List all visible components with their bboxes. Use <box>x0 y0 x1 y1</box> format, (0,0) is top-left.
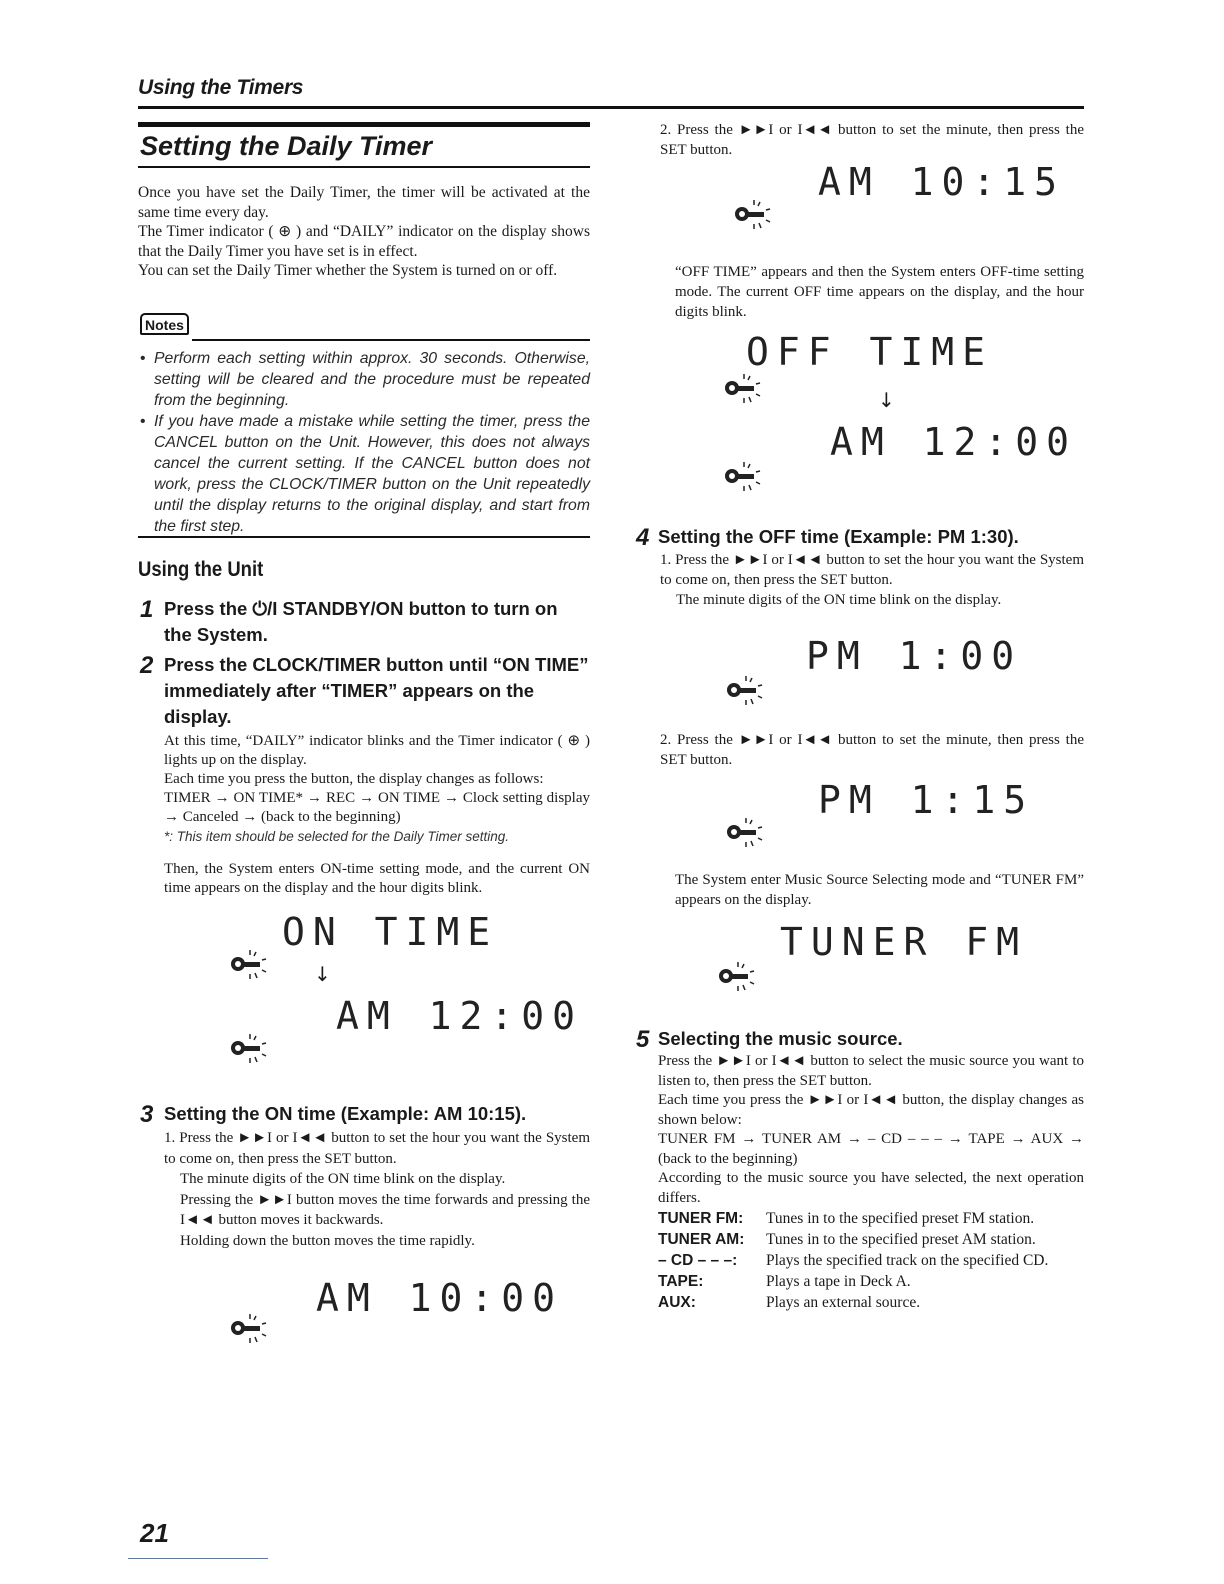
section-header: Using the Timers <box>138 76 304 99</box>
lcd-am-1200-off: AM 12:00 <box>830 420 1078 464</box>
step5-body <box>658 1052 1084 1208</box>
lcd-am-1015: AM 10:15 <box>818 160 1066 204</box>
notes-rule <box>192 339 590 341</box>
daily-timer-icon <box>226 1026 270 1070</box>
step3-body <box>164 1128 590 1251</box>
lcd-off-time: OFF TIME <box>746 330 994 374</box>
step2-heading: Press the CLOCK/TIMER button until “ON TIME” immediately after “TIMER” appears on the display. <box>164 654 589 727</box>
source-desc: Plays the specified track on the specified CD. <box>766 1252 1049 1269</box>
source-key: TAPE: <box>658 1273 704 1290</box>
step4-p2: The minute digits of the ON time blink on the display. <box>676 592 1002 608</box>
down-arrow-icon: ↓ <box>314 962 331 986</box>
table-row <box>658 1250 1084 1271</box>
step1-number: 1 <box>140 596 154 623</box>
source-key: TUNER FM: <box>658 1210 744 1227</box>
page-number: 21 <box>140 1518 169 1548</box>
notes-list <box>140 348 590 537</box>
step4-p4: The System enter Music Source Selecting mode and “TUNER FM” appears on the display. <box>675 872 1084 908</box>
source-desc: Plays an external source. <box>766 1294 921 1311</box>
step5-heading: Selecting the music source. <box>658 1028 903 1049</box>
step3-number: 3 <box>140 1101 154 1128</box>
step2-body <box>164 732 590 898</box>
lcd-am-1200: AM 12:00 <box>336 994 584 1038</box>
step2-p1: At this time, “DAILY” indicator blinks and the Timer indicator ( ⊕ ) lights up on the display. <box>164 733 590 768</box>
lcd-tuner-fm: TUNER FM <box>780 920 1028 964</box>
note-item: • If you have made a mistake while setting the timer, press the CANCEL button on the Unit. However, this does not always cancel the current setting. If the CANCEL button does not work, press the CLOCK/TIMER button on the Unit repeatedly until the display returns to the original display, and start from the first step. <box>140 411 590 537</box>
daily-timer-icon <box>722 810 766 854</box>
step5-p1: Press the ►►I or I◄◄ button to select the music source you want to listen to, then press the SET button. <box>658 1053 1084 1089</box>
intro-p2: The Timer indicator ( ⊕ ) and “DAILY” indicator on the display shows that the Daily Timer you have set is in effect. <box>138 223 590 260</box>
intro <box>138 183 590 281</box>
step2-sequence: TIMER → ON TIME* → REC → ON TIME → Clock setting display → Canceled → (back to the beginning) <box>164 790 590 825</box>
footer-line <box>128 1558 268 1559</box>
step5-sequence: TUNER FM → TUNER AM → – CD – – – → TAPE → AUX → (back to the beginning) <box>658 1131 1084 1167</box>
step4-p1: 1. Press the ►►I or I◄◄ button to set the hour you want the System to come on, then press the SET button. <box>660 552 1084 588</box>
off-time-desc: “OFF TIME” appears and then the System enters OFF-time setting mode. The current OFF time appears on the display, and the hour digits blink. <box>675 264 1084 320</box>
step4-body <box>660 550 1084 610</box>
header-rule <box>138 106 1084 109</box>
daily-timer-icon <box>226 1306 270 1350</box>
source-table <box>658 1208 1084 1313</box>
step2-number: 2 <box>140 652 154 679</box>
daily-timer-icon <box>226 942 270 986</box>
daily-timer-icon <box>720 454 764 498</box>
table-row <box>658 1229 1084 1250</box>
step3-p2: The minute digits of the ON time blink on the display. <box>180 1171 506 1187</box>
daily-timer-icon <box>714 954 758 998</box>
step2-p2: Each time you press the button, the display changes as follows: <box>164 771 544 787</box>
step2-footnote: *: This item should be selected for the Daily Timer setting. <box>164 829 510 844</box>
source-desc: Tunes in to the specified preset AM station. <box>766 1231 1036 1248</box>
lcd-am-1000: AM 10:00 <box>316 1276 564 1320</box>
right-step3-cont: 2. Press the ►►I or I◄◄ button to set the minute, then press the SET button. <box>660 122 1084 158</box>
title-box <box>138 122 590 168</box>
daily-timer-icon <box>730 192 774 236</box>
step5-p2: Each time you press the ►►I or I◄◄ button, the display changes as shown below: <box>658 1092 1084 1128</box>
step5-p3: According to the music source you have selected, the next operation differs. <box>658 1170 1084 1206</box>
intro-p3: You can set the Daily Timer whether the System is turned on or off. <box>138 262 558 279</box>
step1-heading: Press the ⏻/I STANDBY/ON button to turn on the System. <box>164 598 558 645</box>
source-desc: Plays a tape in Deck A. <box>766 1273 911 1290</box>
step5-number: 5 <box>636 1026 650 1053</box>
step3-p1: 1. Press the ►►I or I◄◄ button to set the hour you want the System to come on, then press the SET button. <box>164 1130 590 1167</box>
page-title: Setting the Daily Timer <box>140 131 433 161</box>
table-row <box>658 1208 1084 1229</box>
lcd-pm-100: PM 1:00 <box>806 634 1023 678</box>
table-row <box>658 1292 1084 1313</box>
source-key: AUX: <box>658 1294 696 1311</box>
step3-heading: Setting the ON time (Example: AM 10:15). <box>164 1103 527 1124</box>
step4-p3: 2. Press the ►►I or I◄◄ button to set the minute, then press the SET button. <box>660 732 1084 768</box>
lcd-on-time: ON TIME <box>282 910 499 954</box>
step4-heading: Setting the OFF time (Example: PM 1:30). <box>658 526 1019 547</box>
table-row <box>658 1271 1084 1292</box>
source-key: TUNER AM: <box>658 1231 745 1248</box>
step4-number: 4 <box>636 524 650 551</box>
step3-p3: Pressing the ►►I button moves the time forwards and pressing the I◄◄ button moves it backwards. <box>180 1191 590 1228</box>
daily-timer-icon <box>720 366 764 410</box>
intro-p1: Once you have set the Daily Timer, the timer will be activated at the same time every day. <box>138 184 590 221</box>
source-key: – CD – – –: <box>658 1252 738 1269</box>
down-arrow-icon: ↓ <box>878 388 895 412</box>
notes-bottom-rule <box>138 536 590 538</box>
notes-icon: Notes <box>140 313 189 335</box>
lcd-pm-115: PM 1:15 <box>818 778 1035 822</box>
step3-p4: Holding down the button moves the time rapidly. <box>180 1232 475 1249</box>
source-desc: Tunes in to the specified preset FM station. <box>766 1210 1035 1227</box>
note-item: • Perform each setting within approx. 30 seconds. Otherwise, setting will be cleared and the procedure must be repeated from the beginning. <box>140 348 590 411</box>
step2-p3: Then, the System enters ON-time setting mode, and the current ON time appears on the display and the hour digits blink. <box>164 861 590 896</box>
subheading-using-unit: Using the Unit <box>138 558 264 581</box>
daily-timer-icon <box>722 668 766 712</box>
